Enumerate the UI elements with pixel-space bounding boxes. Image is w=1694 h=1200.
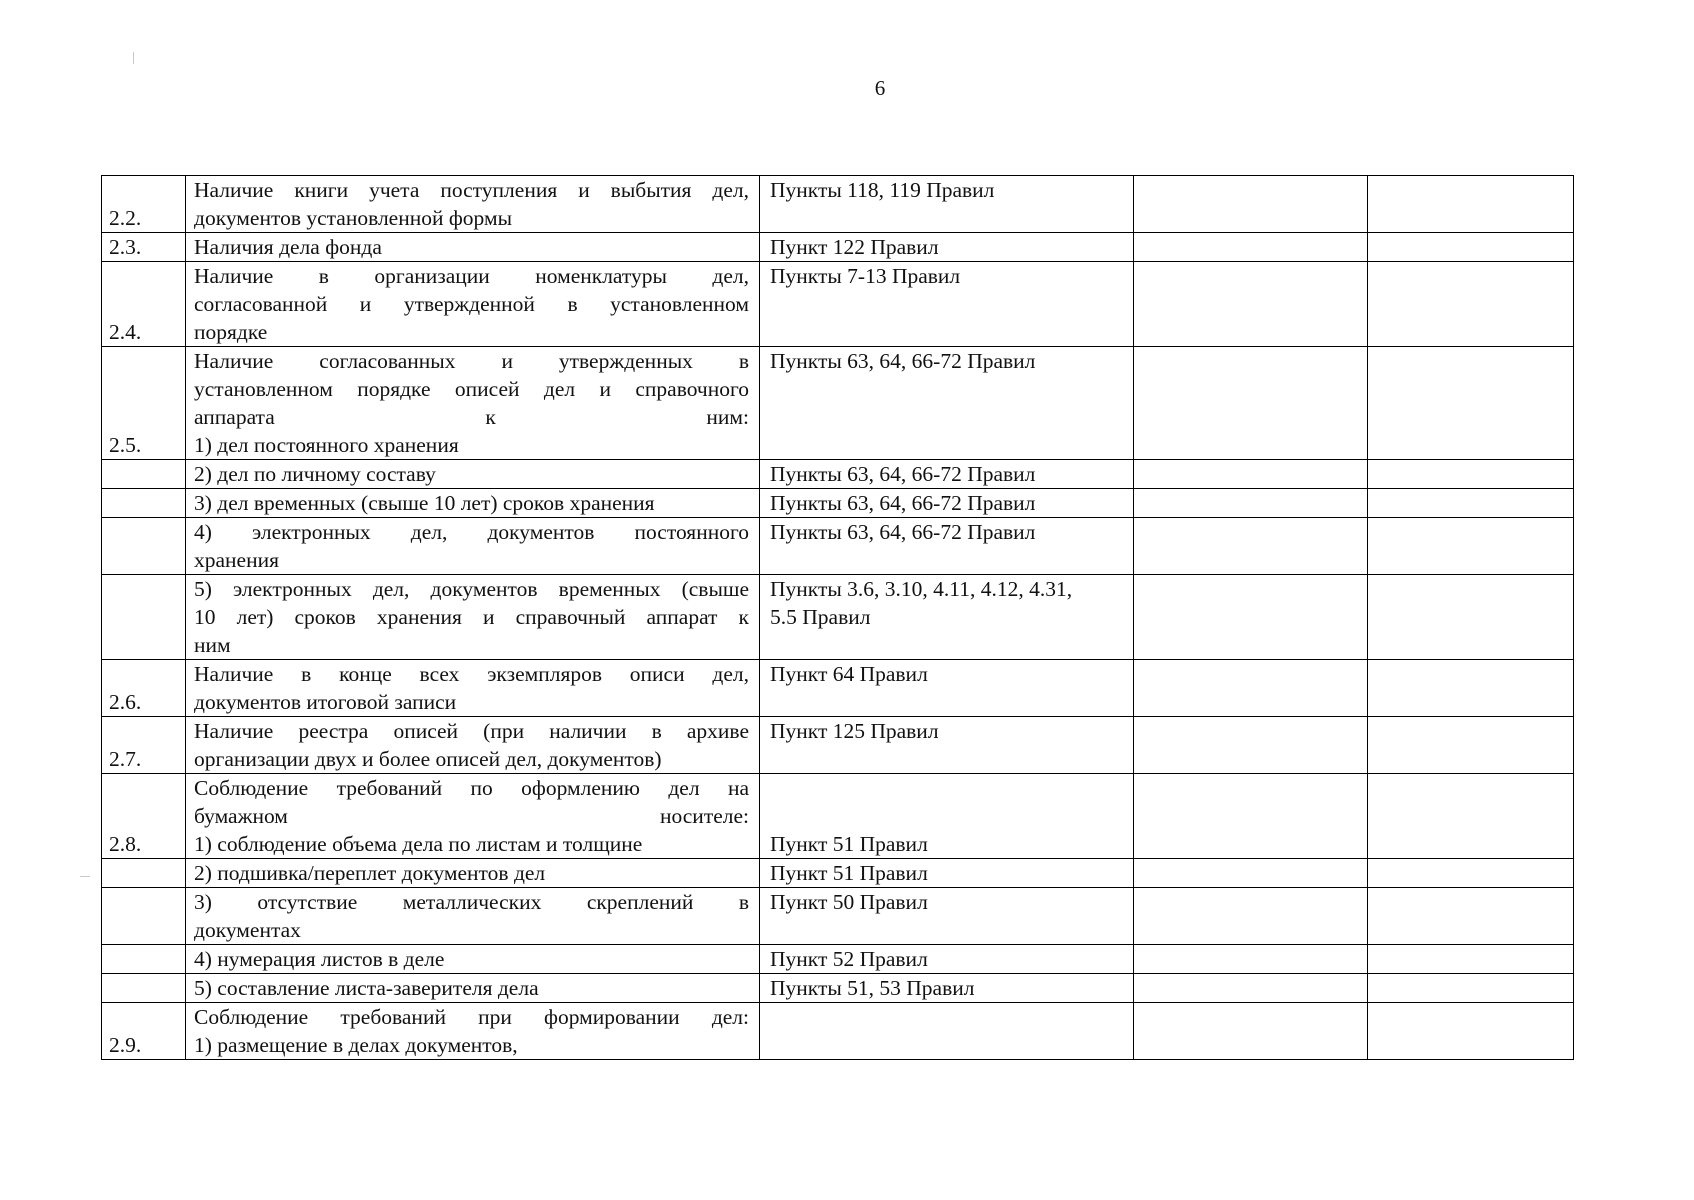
requirement-cell xyxy=(186,262,760,347)
requirement-cell xyxy=(186,176,760,233)
empty-cell xyxy=(1134,518,1368,575)
empty-cell xyxy=(1368,176,1574,233)
rules-reference-line: Пункты 63, 64, 66-72 Правил xyxy=(770,462,1036,486)
empty-cell xyxy=(1368,717,1574,774)
checklist-table xyxy=(101,175,1574,1060)
item-number xyxy=(102,888,186,945)
requirement-line: 3) дел временных (свыше 10 лет) сроков хранения xyxy=(194,491,655,515)
rules-reference-cell xyxy=(760,859,1134,888)
rules-reference-line: Пункт 125 Правил xyxy=(770,719,939,743)
requirement-line: документов установленной формы xyxy=(194,206,513,230)
requirement-line: бумажном носителе: xyxy=(194,804,749,828)
table-row xyxy=(102,233,1574,262)
rules-reference-line: 5.5 Правил xyxy=(770,605,871,629)
item-number: 2.8. xyxy=(102,774,186,859)
table-row xyxy=(102,717,1574,774)
rules-reference-cell xyxy=(760,176,1134,233)
rules-reference-line xyxy=(770,802,1123,830)
requirement-line: организации двух и более описей дел, документов) xyxy=(194,747,662,771)
rules-reference-cell xyxy=(760,888,1134,945)
requirement-line: порядке xyxy=(194,320,268,344)
requirement-line: Соблюдение требований по оформлению дел на xyxy=(194,776,749,800)
requirement-line: ним xyxy=(194,633,231,657)
scan-margin-mark xyxy=(80,876,90,877)
requirement-line: 4) нумерация листов в деле xyxy=(194,947,445,971)
item-number: 2.4. xyxy=(102,262,186,347)
requirement-line: Наличия дела фонда xyxy=(194,235,382,259)
empty-cell xyxy=(1134,774,1368,859)
requirement-line: согласованной и утвержденной в установленном xyxy=(194,292,749,316)
rules-reference-line: Пункты 118, 119 Правил xyxy=(770,178,995,202)
rules-reference-line: Пункт 51 Правил xyxy=(770,832,928,856)
item-number: 2.2. xyxy=(102,176,186,233)
empty-cell xyxy=(1134,233,1368,262)
empty-cell xyxy=(1134,717,1368,774)
requirement-cell xyxy=(186,518,760,575)
rules-reference-line: Пункт 50 Правил xyxy=(770,890,928,914)
requirement-line: 1) соблюдение объема дела по листам и толщине xyxy=(194,832,643,856)
rules-reference-cell xyxy=(760,945,1134,974)
item-number: 2.7. xyxy=(102,717,186,774)
requirement-line: Соблюдение требований при формировании дел: xyxy=(194,1005,749,1029)
page-number: 6 xyxy=(874,76,886,100)
empty-cell xyxy=(1134,575,1368,660)
requirement-cell xyxy=(186,233,760,262)
rules-reference-line: Пункты 7-13 Правил xyxy=(770,264,961,288)
requirement-cell xyxy=(186,945,760,974)
requirement-cell xyxy=(186,774,760,859)
empty-cell xyxy=(1368,974,1574,1003)
requirement-line: Наличие согласованных и утвержденных в xyxy=(194,349,749,373)
requirement-cell xyxy=(186,888,760,945)
requirement-line: 5) электронных дел, документов временных (свыше xyxy=(194,577,749,601)
table-row xyxy=(102,774,1574,859)
scan-margin-mark xyxy=(133,52,134,64)
item-number xyxy=(102,859,186,888)
item-number: 2.9. xyxy=(102,1003,186,1060)
item-number xyxy=(102,945,186,974)
rules-reference-line xyxy=(770,774,1123,802)
requirement-line: аппарата к ним: xyxy=(194,405,749,429)
rules-reference-cell xyxy=(760,233,1134,262)
item-number: 2.6. xyxy=(102,660,186,717)
empty-cell xyxy=(1134,859,1368,888)
rules-reference-line: Пункт 122 Правил xyxy=(770,235,939,259)
empty-cell xyxy=(1134,660,1368,717)
item-number xyxy=(102,460,186,489)
requirement-line: 4) электронных дел, документов постоянного xyxy=(194,520,749,544)
rules-reference-cell xyxy=(760,974,1134,1003)
table-row xyxy=(102,888,1574,945)
requirement-cell xyxy=(186,1003,760,1060)
empty-cell xyxy=(1368,888,1574,945)
table-row xyxy=(102,489,1574,518)
empty-cell xyxy=(1134,347,1368,460)
table-row xyxy=(102,1003,1574,1060)
empty-cell xyxy=(1368,460,1574,489)
empty-cell xyxy=(1134,460,1368,489)
empty-cell xyxy=(1368,774,1574,859)
rules-reference-cell xyxy=(760,518,1134,575)
empty-cell xyxy=(1134,489,1368,518)
requirement-cell xyxy=(186,347,760,460)
rules-reference-line: Пункты 51, 53 Правил xyxy=(770,976,975,1000)
rules-reference-cell xyxy=(760,717,1134,774)
checklist-rows xyxy=(102,176,1574,1060)
rules-reference-cell xyxy=(760,262,1134,347)
table-row xyxy=(102,518,1574,575)
rules-reference-line: Пункты 63, 64, 66-72 Правил xyxy=(770,349,1036,373)
table-row xyxy=(102,945,1574,974)
table-row xyxy=(102,347,1574,460)
requirement-line: установленном порядке описей дел и справочного xyxy=(194,377,749,401)
item-number xyxy=(102,575,186,660)
requirement-cell xyxy=(186,575,760,660)
requirement-line: 1) размещение в делах документов, xyxy=(194,1033,518,1057)
requirement-cell xyxy=(186,460,760,489)
requirement-cell xyxy=(186,859,760,888)
table-row xyxy=(102,575,1574,660)
empty-cell xyxy=(1134,945,1368,974)
requirement-line: 1) дел постоянного хранения xyxy=(194,433,459,457)
rules-reference-cell xyxy=(760,489,1134,518)
empty-cell xyxy=(1368,262,1574,347)
requirement-cell xyxy=(186,717,760,774)
table-row xyxy=(102,176,1574,233)
empty-cell xyxy=(1368,660,1574,717)
rules-reference-cell xyxy=(760,1003,1134,1060)
item-number xyxy=(102,974,186,1003)
empty-cell xyxy=(1134,262,1368,347)
table-row xyxy=(102,262,1574,347)
rules-reference-cell xyxy=(760,575,1134,660)
rules-reference-cell xyxy=(760,460,1134,489)
requirement-cell xyxy=(186,660,760,717)
requirement-line: хранения xyxy=(194,548,279,572)
requirement-line: Наличие в конце всех экземпляров описи дел, xyxy=(194,662,749,686)
rules-reference-cell xyxy=(760,774,1134,859)
requirement-line: 10 лет) сроков хранения и справочный аппарат к xyxy=(194,605,749,629)
table-row xyxy=(102,974,1574,1003)
requirement-line: документов итоговой записи xyxy=(194,690,457,714)
requirement-line: 5) составление листа-заверителя дела xyxy=(194,976,539,1000)
rules-reference-line: Пункты 3.6, 3.10, 4.11, 4.12, 4.31, xyxy=(770,577,1073,601)
table-row xyxy=(102,460,1574,489)
rules-reference-cell xyxy=(760,660,1134,717)
requirement-line: Наличие книги учета поступления и выбытия дел, xyxy=(194,178,749,202)
requirement-cell xyxy=(186,489,760,518)
rules-reference-line: Пункты 63, 64, 66-72 Правил xyxy=(770,520,1036,544)
rules-reference-line: Пункты 63, 64, 66-72 Правил xyxy=(770,491,1036,515)
empty-cell xyxy=(1368,859,1574,888)
empty-cell xyxy=(1368,575,1574,660)
empty-cell xyxy=(1368,518,1574,575)
rules-reference-line: Пункт 52 Правил xyxy=(770,947,928,971)
item-number xyxy=(102,489,186,518)
requirement-line: 3) отсутствие металлических скреплений в xyxy=(194,890,749,914)
empty-cell xyxy=(1368,347,1574,460)
rules-reference-line: Пункт 64 Правил xyxy=(770,662,928,686)
rules-reference-line: Пункт 51 Правил xyxy=(770,861,928,885)
item-number: 2.5. xyxy=(102,347,186,460)
requirement-line: документах xyxy=(194,918,301,942)
table-row xyxy=(102,859,1574,888)
empty-cell xyxy=(1368,489,1574,518)
empty-cell xyxy=(1134,1003,1368,1060)
requirement-line: Наличие реестра описей (при наличии в архиве xyxy=(194,719,749,743)
requirement-line: 2) подшивка/переплет документов дел xyxy=(194,861,546,885)
empty-cell xyxy=(1368,1003,1574,1060)
empty-cell xyxy=(1134,974,1368,1003)
item-number: 2.3. xyxy=(102,233,186,262)
empty-cell xyxy=(1134,888,1368,945)
rules-reference-cell xyxy=(760,347,1134,460)
empty-cell xyxy=(1368,233,1574,262)
empty-cell xyxy=(1368,945,1574,974)
requirement-cell xyxy=(186,974,760,1003)
requirement-line: 2) дел по личному составу xyxy=(194,462,436,486)
table-row xyxy=(102,660,1574,717)
empty-cell xyxy=(1134,176,1368,233)
requirement-line: Наличие в организации номенклатуры дел, xyxy=(194,264,749,288)
item-number xyxy=(102,518,186,575)
